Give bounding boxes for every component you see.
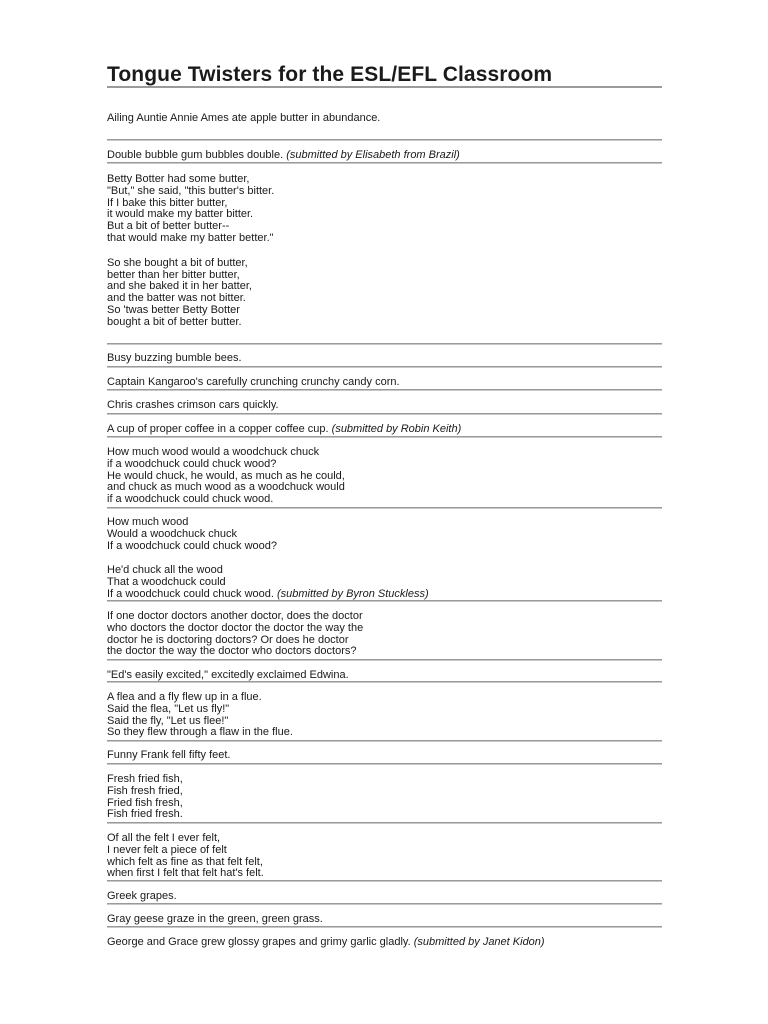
- twister-line: [107, 914, 662, 926]
- twister-text: "Ed's easily excited," excitedly exclaimed Edwina.: [107, 669, 349, 681]
- entry-divider: [107, 343, 662, 345]
- twister-text: If a woodchuck could chuck wood?: [107, 539, 277, 552]
- twister-text: Said the fly, "Let us flee!": [107, 714, 229, 727]
- twister-text: Chris crashes crimson cars quickly.: [107, 399, 279, 411]
- twister-text: Fish fried fresh.: [107, 808, 183, 821]
- title-divider: [107, 86, 662, 88]
- tongue-twister: [107, 353, 662, 365]
- tongue-twister: [107, 377, 662, 389]
- entry-divider: [107, 659, 662, 661]
- twister-text: when first I felt that felt hat's felt.: [107, 867, 264, 880]
- entry-divider: [107, 926, 662, 928]
- twister-line: [107, 809, 662, 821]
- twister-text: If one doctor doctors another doctor, does the doctor: [107, 610, 363, 622]
- tongue-twister: [107, 150, 662, 162]
- twister-text: So she bought a bit of butter,: [107, 256, 248, 269]
- twister-text: So they flew through a flaw in the flue.: [107, 726, 293, 739]
- twister-line: [107, 150, 662, 162]
- tongue-twister: [107, 400, 662, 412]
- twister-line: [107, 868, 662, 880]
- twister-text: How much wood would a woodchuck chuck: [107, 446, 320, 458]
- twister-text: If I bake this bitter butter,: [107, 196, 228, 209]
- twister-text: Gray geese graze in the green, green grass.: [107, 913, 323, 925]
- twister-text: and chuck as much wood as a woodchuck would: [107, 481, 345, 494]
- twister-text: better than her bitter butter,: [107, 268, 240, 281]
- twister-line: [107, 400, 662, 412]
- twister-text: if a woodchuck could chuck wood?: [107, 457, 277, 470]
- entry-divider: [107, 507, 662, 509]
- tongue-twister: [107, 424, 662, 436]
- twister-text: A cup of proper coffee in a copper coffee cup.: [107, 423, 329, 435]
- entry-divider: [107, 366, 662, 368]
- twister-line: [107, 646, 662, 658]
- twister-text: If a woodchuck could chuck wood.: [107, 587, 274, 600]
- twister-text: Fresh fried fish,: [107, 773, 183, 785]
- tongue-twister: [107, 937, 662, 949]
- twister-text: Captain Kangaroo's carefully crunching crunchy candy corn.: [107, 376, 400, 388]
- twister-text: which felt as fine as that felt felt,: [107, 855, 263, 868]
- twister-text: He'd chuck all the wood: [107, 564, 223, 577]
- twister-line: [107, 891, 662, 903]
- tongue-twister: [107, 174, 662, 329]
- twister-text: How much wood: [107, 516, 189, 528]
- twister-text: He would chuck, he would, as much as he could,: [107, 469, 345, 482]
- twister-text: if a woodchuck could chuck wood.: [107, 493, 274, 506]
- twister-text: George and Grace grew glossy grapes and grimy garlic gladly.: [107, 936, 411, 948]
- entry-divider: [107, 389, 662, 391]
- entry-divider: [107, 436, 662, 438]
- tongue-twister: [107, 611, 662, 658]
- entry-divider: [107, 600, 662, 602]
- twister-line: [107, 774, 662, 786]
- entry-divider: [107, 413, 662, 415]
- tongue-twister: [107, 113, 662, 125]
- twister-text: Double bubble gum bubbles double.: [107, 149, 284, 161]
- twister-line: [107, 937, 662, 949]
- twister-line: [107, 113, 662, 125]
- twister-text: Fried fish fresh,: [107, 796, 183, 809]
- twister-line: [107, 727, 662, 739]
- twister-text: and the batter was not bitter.: [107, 292, 246, 305]
- twister-text: So 'twas better Betty Botter: [107, 303, 240, 316]
- twister-line: [107, 233, 662, 245]
- entry-divider: [107, 740, 662, 742]
- entry-divider: [107, 139, 662, 141]
- entry-divider: [107, 903, 662, 905]
- twister-text: Would a woodchuck chuck: [107, 527, 238, 540]
- entry-divider: [107, 880, 662, 882]
- tongue-twister: [107, 891, 662, 903]
- twister-text: Of all the felt I ever felt,: [107, 832, 221, 844]
- twister-text: and she baked it in her batter,: [107, 280, 252, 293]
- submitted-by-credit: (submitted by Byron Stuckless): [277, 587, 429, 600]
- twister-text: Funny Frank fell fifty feet.: [107, 749, 231, 761]
- twister-line: [107, 541, 662, 553]
- tongue-twister: [107, 833, 662, 880]
- twister-line: [107, 750, 662, 762]
- twister-text: A flea and a fly flew up in a flue.: [107, 691, 262, 703]
- twister-text: Fish fresh fried,: [107, 784, 183, 797]
- twister-text: that would make my batter better.": [107, 231, 274, 244]
- entry-divider: [107, 681, 662, 683]
- twister-line: [107, 424, 662, 436]
- tongue-twister: [107, 692, 662, 739]
- submitted-by-credit: (submitted by Janet Kidon): [413, 936, 545, 948]
- page-title: Tongue Twisters for the ESL/EFL Classroom: [107, 63, 553, 86]
- twister-text: "But," she said, "this butter's bitter.: [107, 184, 275, 197]
- twister-line: [107, 786, 662, 798]
- submitted-by-credit: (submitted by Elisabeth from Brazil): [286, 149, 460, 161]
- twister-line: [107, 377, 662, 389]
- twister-text: But a bit of better butter--: [107, 220, 230, 233]
- twister-line: [107, 589, 662, 601]
- twister-text: it would make my batter bitter.: [107, 208, 254, 221]
- twister-text: the doctor the way the doctor who doctors doctors?: [107, 645, 357, 658]
- twister-text: doctor he is doctoring doctors? Or does he doctor: [107, 633, 349, 646]
- twister-text: bought a bit of better butter.: [107, 315, 242, 328]
- entry-divider: [107, 763, 662, 765]
- twister-text: Betty Botter had some butter,: [107, 173, 250, 185]
- twister-text: who doctors the doctor doctor the doctor the way the: [107, 621, 364, 634]
- twister-line: [107, 798, 662, 810]
- twister-text: That a woodchuck could: [107, 576, 226, 589]
- tongue-twister: [107, 914, 662, 926]
- twister-line: [107, 494, 662, 506]
- entry-divider: [107, 162, 662, 164]
- twister-text: Said the flea, "Let us fly!": [107, 702, 230, 715]
- twister-text: I never felt a piece of felt: [107, 843, 227, 856]
- twister-text: Ailing Auntie Annie Ames ate apple butter in abundance.: [107, 112, 381, 124]
- twister-line: [107, 317, 662, 329]
- tongue-twister: [107, 750, 662, 762]
- tongue-twister: [107, 517, 662, 601]
- submitted-by-credit: (submitted by Robin Keith): [331, 423, 462, 435]
- tongue-twister: [107, 774, 662, 821]
- twister-line: [107, 353, 662, 365]
- twister-text: Greek grapes.: [107, 890, 177, 902]
- twister-text: Busy buzzing bumble bees.: [107, 352, 242, 364]
- tongue-twister: [107, 447, 662, 506]
- entry-divider: [107, 822, 662, 824]
